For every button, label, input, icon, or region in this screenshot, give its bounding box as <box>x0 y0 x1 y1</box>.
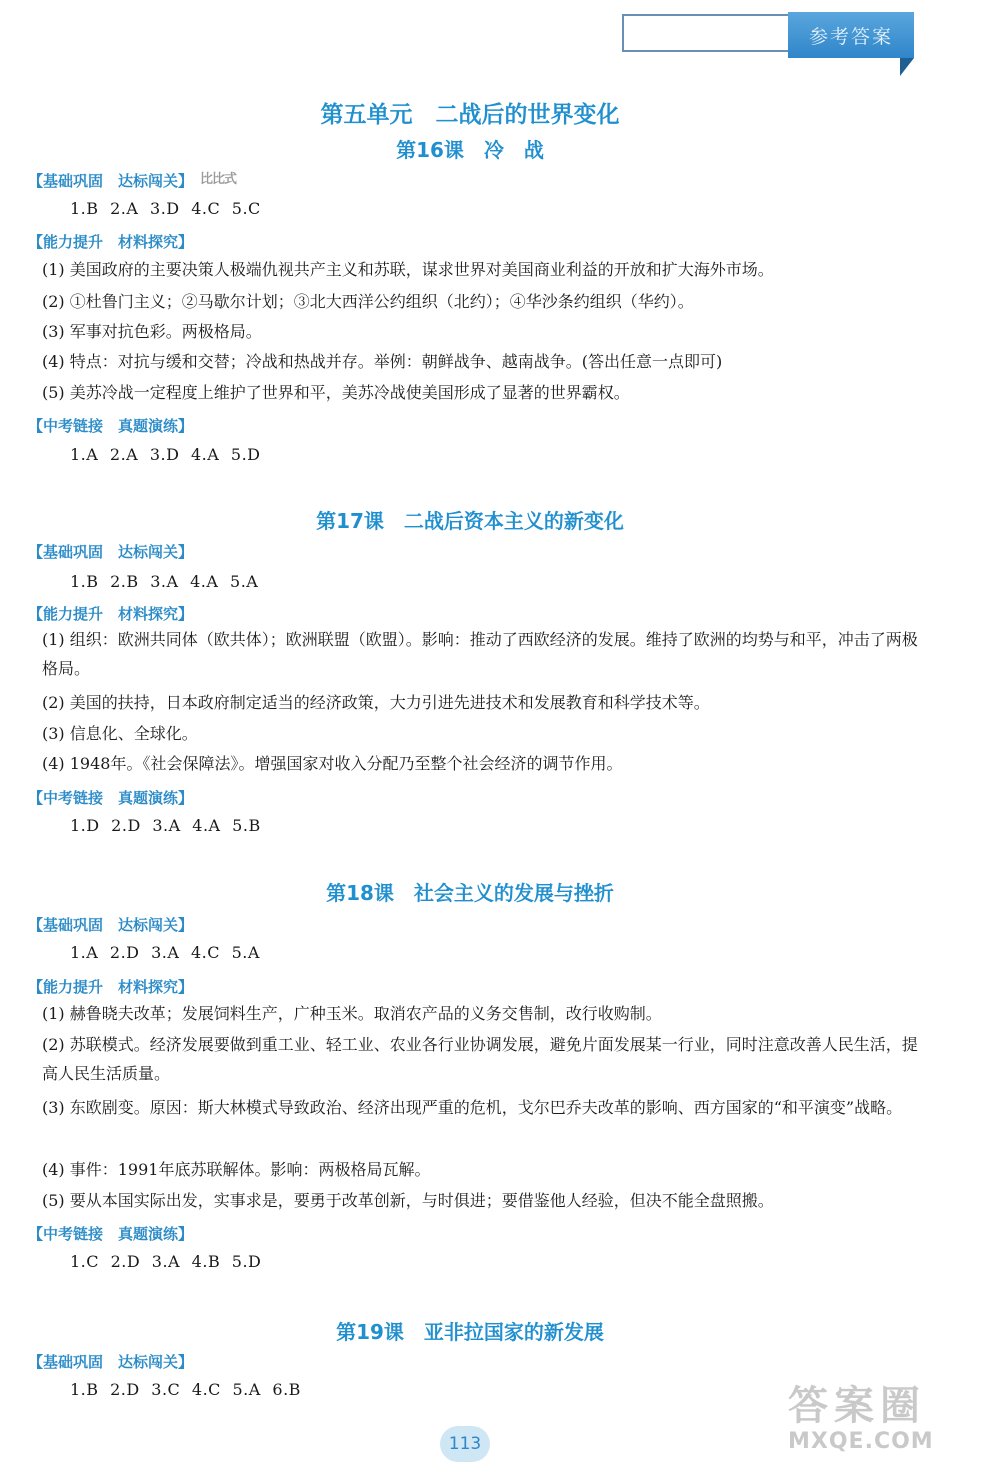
answer-key-label: 参考答案 <box>808 25 893 48</box>
lesson-title: 第19课 亚非拉国家的新发展 <box>336 1320 604 1344</box>
page-number: 113 <box>440 1426 490 1462</box>
header-fold <box>900 58 914 76</box>
section-tag-basic: 【基础巩固 达标闯关】 <box>28 543 194 561</box>
watermark-logo <box>788 1382 988 1462</box>
ability-item: (4) 事件：1991年底苏联解体。影响：两极格局瓦解。 <box>42 1160 431 1179</box>
ability-item: (3) 东欧剧变。原因：斯大林模式导致政治、经济出现严重的危机，戈尔巴乔夫改革的影响、西方国家的“和平演变”战略。 <box>42 1098 903 1117</box>
ability-item: (4) 1948年。《社会保障法》。增强国家对收入分配乃至整个社会经济的调节作用。 <box>42 754 623 773</box>
ability-item: (2) ①杜鲁门主义；②马歇尔计划；③北大西洋公约组织（北约）；④华沙条约组织（华约）。 <box>42 292 694 311</box>
section-tag-ability: 【能力提升 材料探究】 <box>28 605 194 623</box>
ability-item: (1) 组织：欧洲共同体（欧共体）；欧洲联盟（欧盟）。影响：推动了西欧经济的发展。维持了欧洲的均势与和平，冲击了两极格局。 <box>42 630 918 678</box>
answer-row: 1.D 2.D 3.A 4.A 5.B <box>70 816 261 835</box>
answer-row: 1.C 2.D 3.A 4.B 5.D <box>70 1252 262 1271</box>
ability-item: (5) 要从本国实际出发，实事求是，要勇于改革创新，与时俱进；要借鉴他人经验，但决不能全盘照搬。 <box>42 1191 774 1210</box>
watermark-title: 答案圈 <box>788 1383 926 1429</box>
section-tag-exam: 【中考链接 真题演练】 <box>28 1225 194 1243</box>
watermark-url: MXQE.COM <box>788 1429 934 1454</box>
ability-item: (1) 赫鲁晓夫改革；发展饲料生产，广种玉米。取消农产品的义务交售制，改行收购制。 <box>42 1004 662 1023</box>
ability-item: (4) 特点：对抗与缓和交替；冷战和热战并存。举例：朝鲜战争、越南战争。(答出任意一点即可) <box>42 352 723 371</box>
lesson-title: 第16课 冷 战 <box>396 138 544 162</box>
ability-item: (3) 信息化、全球化。 <box>42 724 198 743</box>
lesson-title: 第18课 社会主义的发展与挫折 <box>326 881 614 905</box>
unit-title: 第五单元 二战后的世界变化 <box>320 102 620 128</box>
ability-item: (1) 美国政府的主要决策人极端仇视共产主义和苏联，谋求世界对美国商业利益的开放和扩大海外市场。 <box>42 260 774 279</box>
ability-item: (2) 苏联模式。经济发展要做到重工业、轻工业、农业各行业协调发展，避免片面发展某一行业，同时注意改善人民生活，提高人民生活质量。 <box>42 1035 918 1083</box>
answer-row: 1.B 2.B 3.A 4.A 5.A <box>70 572 259 591</box>
ability-item: (5) 美苏冷战一定程度上维护了世界和平，美苏冷战使美国形成了显著的世界霸权。 <box>42 383 630 402</box>
answer-row: 1.A 2.D 3.A 4.C 5.A <box>70 943 260 962</box>
section-tag-basic: 【基础巩固 达标闯关】 <box>28 916 194 934</box>
section-tag-exam: 【中考链接 真题演练】 <box>28 789 194 807</box>
stamp-mark: 比比式 <box>200 172 237 187</box>
section-tag-basic: 【基础巩固 达标闯关】 <box>28 172 194 190</box>
section-tag-exam: 【中考链接 真题演练】 <box>28 417 194 435</box>
answer-key-tab <box>788 12 914 58</box>
answer-row: 1.B 2.D 3.C 4.C 5.A 6.B <box>70 1380 301 1399</box>
ability-item: (2) 美国的扶持，日本政府制定适当的经济政策，大力引进先进技术和发展教育和科学技术等。 <box>42 693 710 712</box>
lesson-title: 第17课 二战后资本主义的新变化 <box>316 509 624 533</box>
section-tag-ability: 【能力提升 材料探究】 <box>28 978 194 996</box>
section-tag-basic: 【基础巩固 达标闯关】 <box>28 1353 194 1371</box>
answer-row: 1.A 2.A 3.D 4.A 5.D <box>70 445 261 464</box>
answer-row: 1.B 2.A 3.D 4.C 5.C <box>70 199 261 218</box>
ability-item: (3) 军事对抗色彩。两极格局。 <box>42 322 262 341</box>
section-tag-ability: 【能力提升 材料探究】 <box>28 233 194 251</box>
header-box <box>622 14 790 52</box>
